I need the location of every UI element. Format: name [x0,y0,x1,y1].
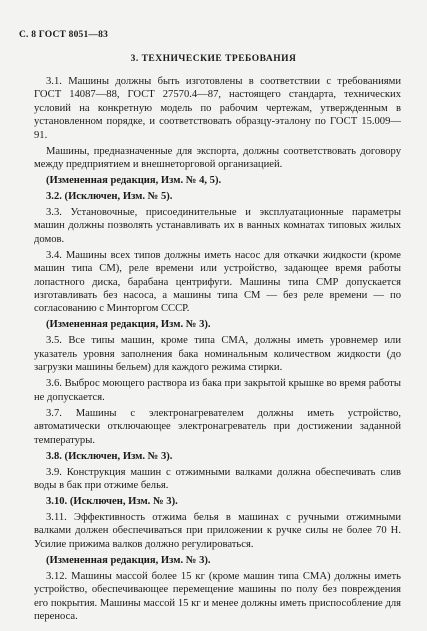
paragraph: 3.7. Машины с электронагревателем должны иметь устройство, автоматически отключающее электронагреватель при достижении заданной температуры. [34,407,401,446]
paragraph: 3.11. Эффективность отжима белья в машинах с ручными отжимными валками должен обеспечиваться при приложении к ручке силы не более 70 Н. Усилие прижима валков должно регулироваться. [34,511,401,550]
paragraph: 3.3. Установочные, присоединительные и эксплуатационные параметры машин должны позволять устанавливать их в ванных комнатах типовых жилых домов. [34,207,401,245]
paragraph: 3.5. Все типы машин, кроме типа СМА, должны иметь уровнемер или указатель уровня заполнения бака номинальным количеством жидкости (до загрузки машины бельем) для каждого режима стирки. [34,335,401,374]
amendment-note: 3.8. (Исключен, Изм. № 3). [46,450,173,462]
paragraph: Машины, предназначенные для экспорта, должны соответствовать договору между предприятием и внешнеторговой организацией. [34,145,401,171]
amendment-note: 3.10. (Исключен, Изм. № 3). [46,495,178,507]
paragraph: 3.6. Выброс моющего раствора из бака при закрытой крышке во время работы не допускается. [34,378,401,403]
amendment-note: (Измененная редакция, Изм. № 3). [46,319,211,331]
amendment-note: 3.2. (Исключен, Изм. № 5). [46,191,173,203]
amendment-note: (Измененная редакция, Изм. № 4, 5). [46,175,222,187]
paragraph: 3.12. Машины массой более 15 кг (кроме машин типа СМА) должны иметь устройство, обеспечивающее перемещение машины по полу без повреждения его покрытия. Машины массой 15 кг и менее должны иметь приспособление для переноса. [34,570,401,622]
paragraph: 3.4. Машины всех типов должны иметь насос для откачки жидкости (кроме машин типа СМ), реле времени или устройство, задающее время работы лопастного диска, барабана центрифуги. Машины типа СМР допускается изготавливать без насоса, а машины типа СМ — без реле времени — по согласованию с Минторгом СССР. [34,249,401,315]
section-title: 3. ТЕХНИЧЕСКИЕ ТРЕБОВАНИЯ [130,54,297,64]
section-body [34,75,401,626]
page-header: С. 8 ГОСТ 8051—83 [19,30,109,40]
amendment-note: (Измененная редакция, Изм. № 3). [46,554,211,566]
paragraph: 3.1. Машины должны быть изготовлены в соответствии с требованиями ГОСТ 14087—88, ГОСТ 27570.4—87, настоящего стандарта, технических условий на конкретную модель по рабочим чертежам, утвержденным в установленном порядке, и соответствовать образцу-эталону по ГОСТ 15.009—91. [34,76,401,141]
paragraph: 3.9. Конструкция машин с отжимными валками должна обеспечивать слив воды в бак при отжиме белья. [34,466,401,491]
